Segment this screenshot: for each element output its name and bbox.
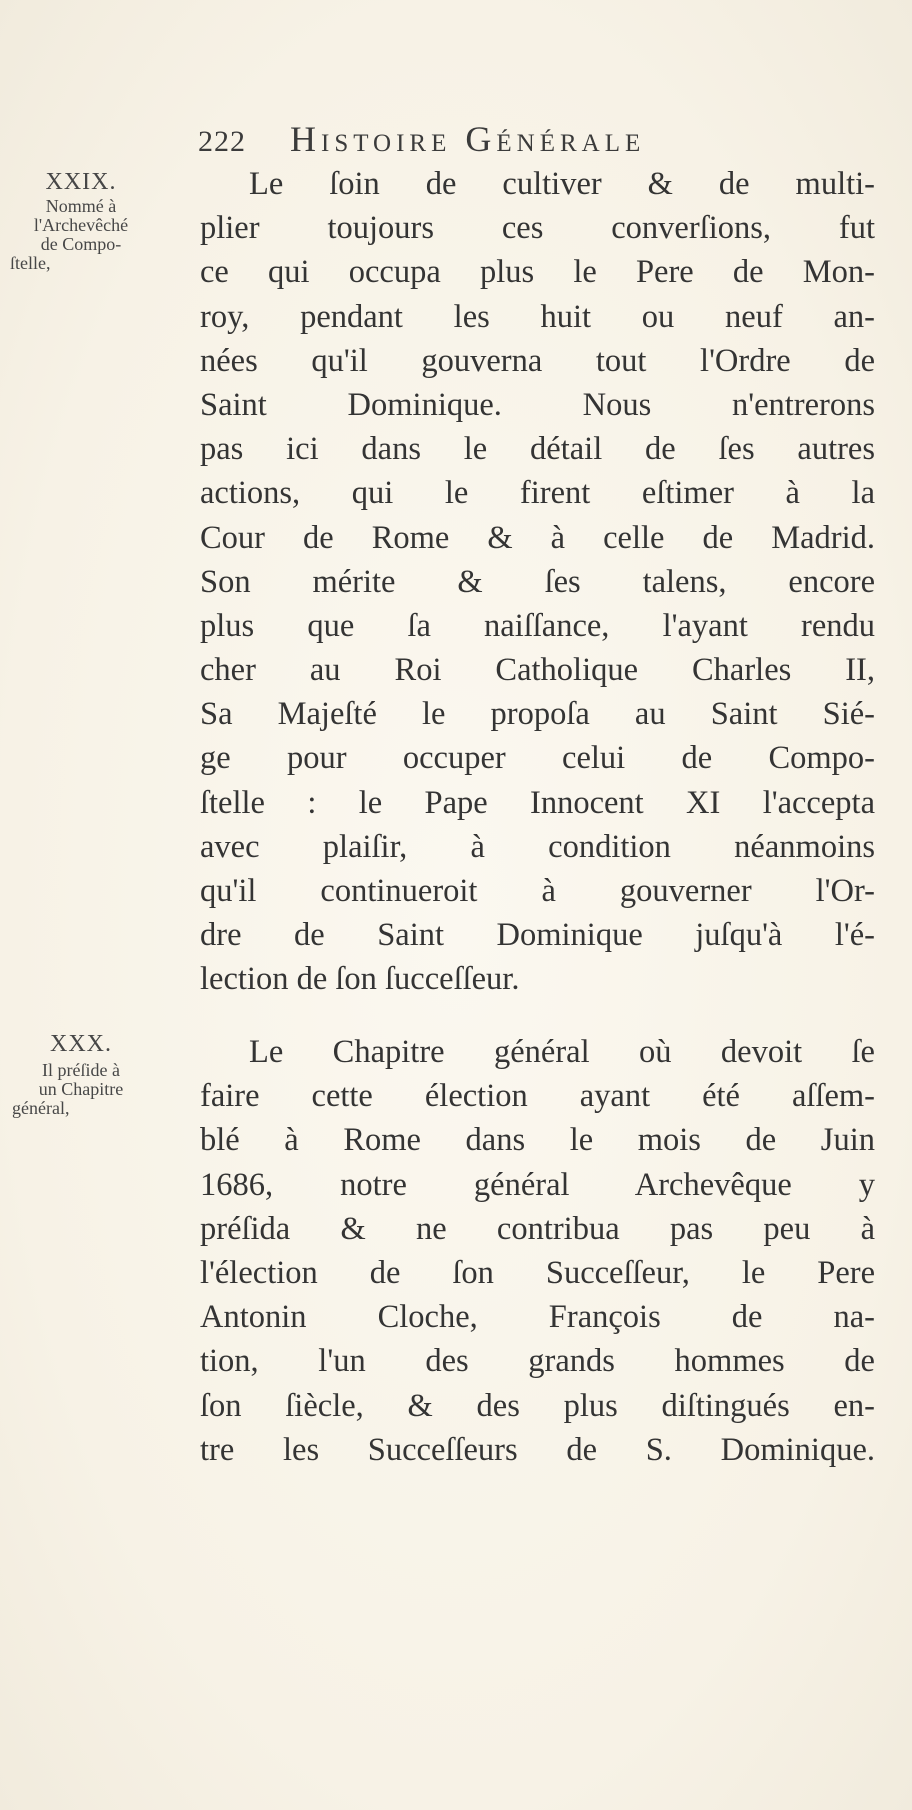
text-line: tre les Succeſſeurs de S. Dominique. (200, 1431, 875, 1468)
text-line: ge pour occuper celui de Compo- (200, 740, 875, 777)
text-line: qu'il continueroit à gouverner l'Or- (200, 873, 875, 909)
margin-note-number: XXX. (50, 1031, 112, 1057)
margin-note-xxx (6, 1032, 156, 1118)
text-line: l'élection de ſon Succeſſeur, le Pere (200, 1254, 875, 1291)
paragraph-2 (200, 1030, 875, 1472)
page-number: 222 (198, 125, 246, 158)
margin-note-line: l'Archevêché (33, 215, 129, 236)
text-line: faire cette élection ayant été aſſem- (200, 1078, 875, 1115)
text-line: roy, pendant les huit ou neuf an- (200, 298, 875, 335)
text-line: pas ici dans le détail de ſes autres (200, 431, 875, 468)
text-line: plier toujours ces converſions, fut (200, 210, 875, 247)
margin-note-number: XXIX. (45, 169, 117, 195)
text-line: Sa Majeſté le propoſa au Saint Sié- (200, 696, 875, 733)
margin-note-line: général, (12, 1097, 70, 1118)
text-line: plus que ſa naiſſance, l'ayant rendu (200, 607, 875, 644)
text-line: Le ſoin de cultiver & de multi- (249, 166, 875, 202)
text-line: préſida & ne contribua pas peu à (200, 1210, 875, 1247)
text-line: Le Chapitre général où devoit ſe (249, 1034, 875, 1070)
text-line: tion, l'un des grands hommes de (200, 1343, 875, 1380)
margin-note-line: Il préſide à (42, 1060, 120, 1081)
page-header (198, 118, 838, 166)
text-line: ſon ſiècle, & des plus diſtingués en- (200, 1387, 875, 1424)
text-line: actions, qui le firent eſtimer à la (200, 475, 875, 512)
running-title: Histoire Générale (290, 119, 646, 159)
text-line: lection de ſon ſucceſſeur. (200, 961, 520, 998)
text-line: dre de Saint Dominique juſqu'à l'é- (200, 917, 875, 954)
text-line: Cour de Rome & à celle de Madrid. (200, 519, 875, 556)
margin-note-line: Nommé à (45, 196, 117, 217)
paragraph-1 (200, 162, 875, 1002)
text-line: Saint Dominique. Nous n'entrerons (200, 386, 875, 423)
text-line: ce qui occupa plus le Pere de Mon- (200, 254, 875, 291)
text-line: 1686, notre général Archevêque y (200, 1166, 875, 1203)
text-line: nées qu'il gouverna tout l'Ordre de (200, 342, 875, 379)
text-line: ſtelle : le Pape Innocent XI l'accepta (200, 784, 875, 821)
text-line: blé à Rome dans le mois de Juin (200, 1122, 875, 1159)
text-line: Son mérite & ſes talens, encore (200, 563, 875, 600)
margin-note-line: de Compo- (40, 233, 122, 254)
margin-note-line: un Chapitre (38, 1079, 124, 1100)
margin-note-line: ſtelle, (10, 252, 51, 273)
margin-note-xxix (6, 170, 156, 273)
text-line: Antonin Cloche, François de na- (200, 1299, 875, 1336)
text-line: cher au Roi Catholique Charles II, (200, 652, 875, 689)
text-line: avec plaiſir, à condition néanmoins (200, 828, 875, 865)
